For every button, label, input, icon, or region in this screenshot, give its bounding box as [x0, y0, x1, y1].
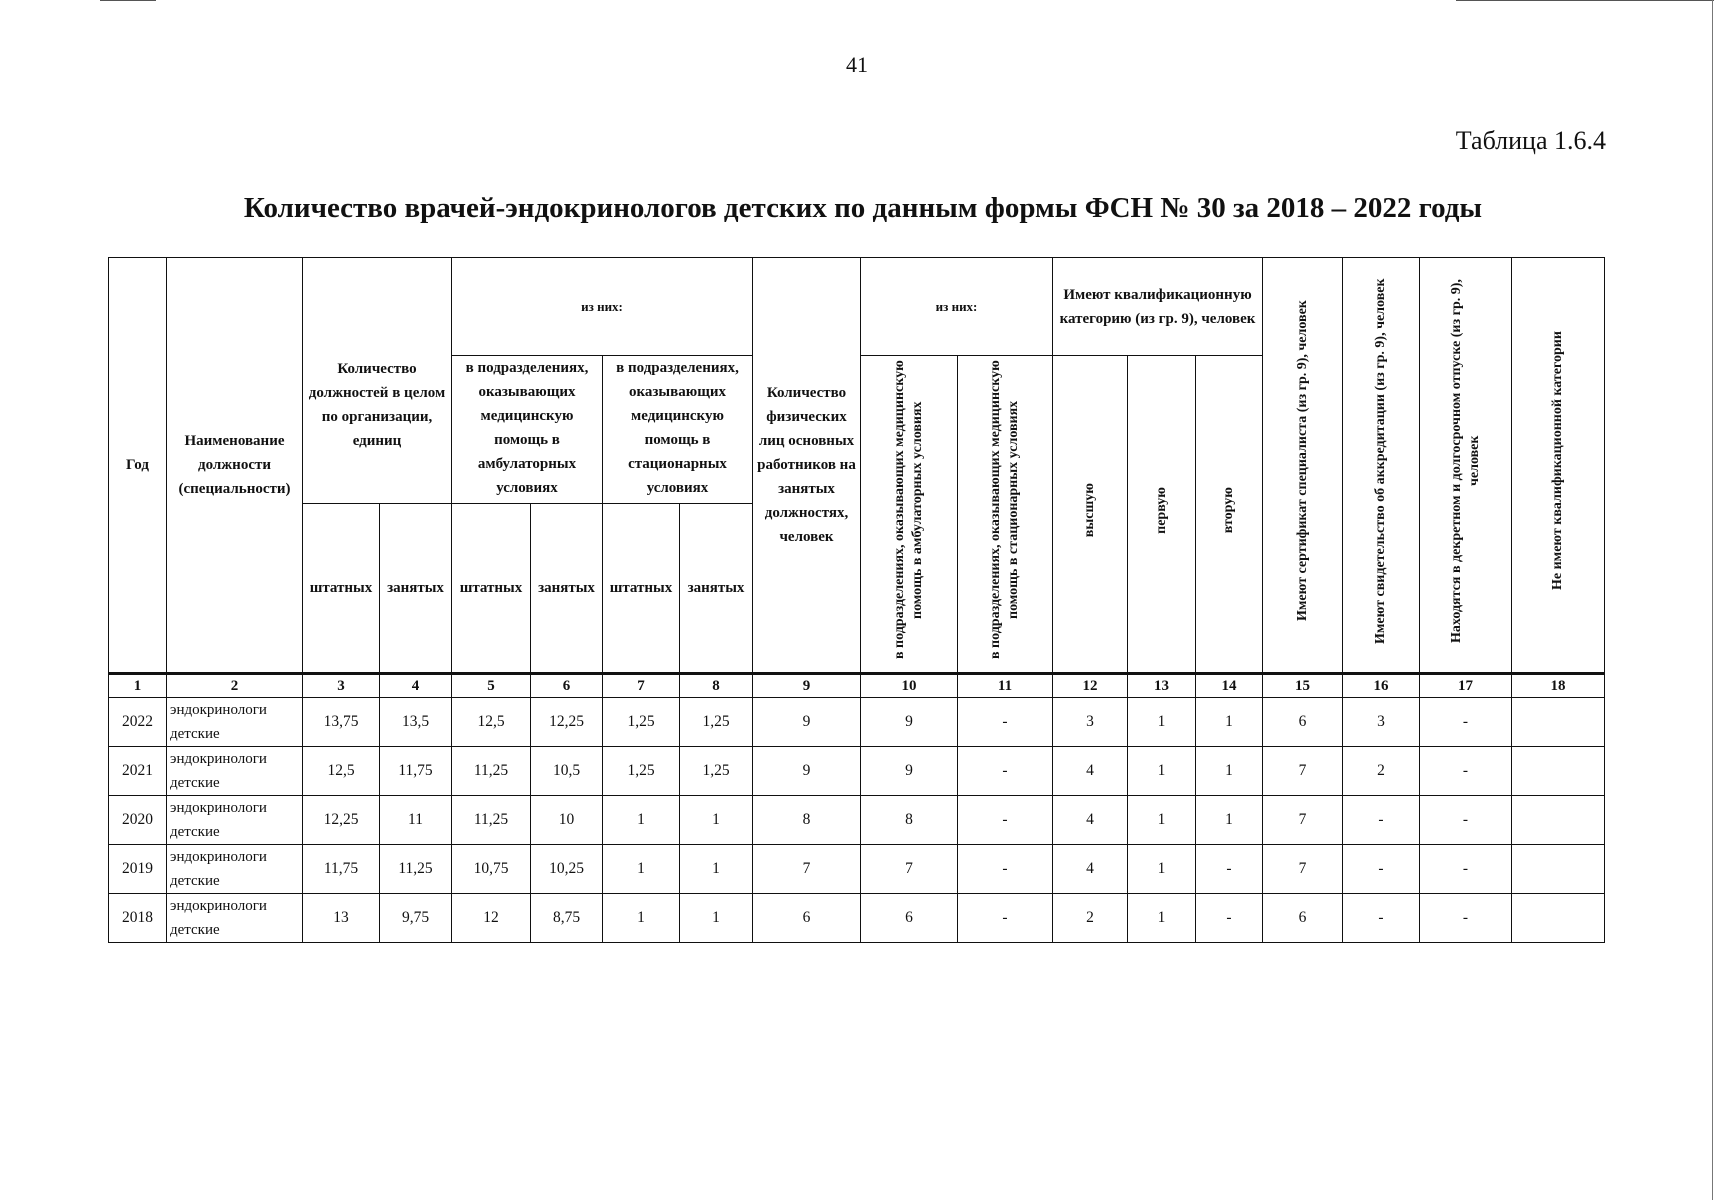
column-number: 9 — [753, 674, 861, 698]
value-cell: 9 — [753, 698, 861, 747]
header-ind-outpatient-text: в подразделениях, оказывающих медицинскую помощь в амбулаторных условиях — [892, 360, 925, 660]
scan-line-top-right — [1456, 0, 1714, 1]
value-cell: 11,25 — [452, 796, 531, 845]
header-no-category — [1512, 258, 1605, 674]
value-cell: 1 — [1128, 747, 1196, 796]
value-cell: 1 — [1128, 894, 1196, 943]
value-cell: 12,5 — [452, 698, 531, 747]
value-cell: 1,25 — [603, 747, 680, 796]
value-cell: 7 — [1263, 845, 1343, 894]
value-cell — [1512, 845, 1605, 894]
header-highest-text: высшую — [1082, 482, 1097, 538]
value-cell: 11,75 — [303, 845, 380, 894]
value-cell: 7 — [753, 845, 861, 894]
column-number: 5 — [452, 674, 531, 698]
value-cell: 4 — [1053, 747, 1128, 796]
value-cell: 6 — [1263, 894, 1343, 943]
value-cell: 1 — [603, 894, 680, 943]
value-cell: - — [1343, 845, 1420, 894]
value-cell: 12 — [452, 894, 531, 943]
column-number: 17 — [1420, 674, 1512, 698]
value-cell: - — [958, 845, 1053, 894]
position-cell: эндокринологи детские — [167, 747, 303, 796]
value-cell: - — [1420, 894, 1512, 943]
column-numbers-row — [109, 674, 1605, 698]
position-cell: эндокринологи детские — [167, 796, 303, 845]
value-cell: 1 — [680, 894, 753, 943]
header-accreditation — [1343, 258, 1420, 674]
value-cell: 1 — [1196, 747, 1263, 796]
value-cell: 10,75 — [452, 845, 531, 894]
value-cell: 10,5 — [531, 747, 603, 796]
value-cell: - — [1420, 796, 1512, 845]
value-cell: - — [958, 796, 1053, 845]
value-cell: 13,75 — [303, 698, 380, 747]
value-cell: 12,25 — [531, 698, 603, 747]
value-cell: 3 — [1053, 698, 1128, 747]
header-inpatient — [603, 356, 753, 504]
value-cell: - — [958, 894, 1053, 943]
header-occupied-outpatient: занятых — [531, 504, 603, 674]
value-cell: 3 — [1343, 698, 1420, 747]
value-cell: 6 — [753, 894, 861, 943]
value-cell — [1512, 698, 1605, 747]
header-staff-total: штатных — [303, 504, 380, 674]
column-number: 14 — [1196, 674, 1263, 698]
value-cell: 4 — [1053, 845, 1128, 894]
value-cell: 9 — [861, 698, 958, 747]
header-of-them-right: из них: — [861, 258, 1053, 356]
header-outpatient-text: в подразделениях, оказывающих медицинскую помощь в амбулаторных условиях — [465, 360, 589, 496]
value-cell: 13 — [303, 894, 380, 943]
value-cell: - — [1196, 845, 1263, 894]
column-number: 12 — [1053, 674, 1128, 698]
value-cell: 6 — [1263, 698, 1343, 747]
page-number: 41 — [846, 52, 868, 77]
value-cell: 11,25 — [380, 845, 452, 894]
table-row — [109, 845, 1605, 894]
value-cell: 1 — [680, 796, 753, 845]
column-number: 2 — [167, 674, 303, 698]
document-title: Количество врачей-эндокринологов детских по данным формы ФСН № 30 за 2018 – 2022 годы — [243, 192, 1483, 224]
value-cell: 1,25 — [680, 747, 753, 796]
value-cell: - — [1196, 894, 1263, 943]
header-positions-total: Количество должностей в целом по организации, единиц — [303, 258, 452, 504]
value-cell: 1,25 — [680, 698, 753, 747]
position-cell: эндокринологи детские — [167, 698, 303, 747]
value-cell: 1 — [1128, 796, 1196, 845]
header-staff-inpatient: штатных — [603, 504, 680, 674]
value-cell: - — [958, 747, 1053, 796]
position-cell: эндокринологи детские — [167, 894, 303, 943]
column-number: 6 — [531, 674, 603, 698]
year-cell: 2021 — [109, 747, 167, 796]
scan-line-top-left — [100, 0, 156, 1]
header-ind-inpatient-text: в подразделениях, оказывающих медицинскую помощь в стационарных условиях — [988, 360, 1021, 660]
header-first — [1128, 356, 1196, 674]
value-cell: 4 — [1053, 796, 1128, 845]
column-number: 11 — [958, 674, 1053, 698]
header-accreditation-text: Имеют свидетельство об аккредитации (из гр. 9), человек — [1373, 278, 1388, 644]
table-row — [109, 747, 1605, 796]
header-no-category-text: Не имеют квалификационной категории — [1550, 331, 1565, 591]
value-cell: 10 — [531, 796, 603, 845]
value-cell: 9,75 — [380, 894, 452, 943]
header-position: Наименование должности (специальности) — [167, 258, 303, 674]
value-cell: 8,75 — [531, 894, 603, 943]
value-cell: 13,5 — [380, 698, 452, 747]
value-cell: 1 — [1196, 796, 1263, 845]
header-second — [1196, 356, 1263, 674]
value-cell: 12,5 — [303, 747, 380, 796]
value-cell — [1512, 894, 1605, 943]
column-number: 18 — [1512, 674, 1605, 698]
value-cell: 7 — [1263, 747, 1343, 796]
scan-edge-right — [1712, 0, 1713, 1200]
header-certificate-text: Имеют сертификат специалиста (из гр. 9), человек — [1294, 300, 1310, 622]
value-cell: - — [1420, 747, 1512, 796]
value-cell: 1,25 — [603, 698, 680, 747]
value-cell: 6 — [861, 894, 958, 943]
value-cell: 1 — [1128, 698, 1196, 747]
value-cell: 9 — [753, 747, 861, 796]
header-first-text: первую — [1153, 486, 1169, 534]
column-number: 15 — [1263, 674, 1343, 698]
column-number: 3 — [303, 674, 380, 698]
value-cell: 1 — [1128, 845, 1196, 894]
value-cell: 1 — [603, 796, 680, 845]
header-leave — [1420, 258, 1512, 674]
header-ind-outpatient — [861, 356, 958, 674]
header-second-text: вторую — [1221, 486, 1236, 534]
value-cell: 10,25 — [531, 845, 603, 894]
value-cell — [1512, 747, 1605, 796]
position-cell: эндокринологи детские — [167, 845, 303, 894]
column-number: 16 — [1343, 674, 1420, 698]
header-outpatient — [452, 356, 603, 504]
value-cell: 9 — [861, 747, 958, 796]
column-number: 10 — [861, 674, 958, 698]
value-cell: 7 — [1263, 796, 1343, 845]
year-cell: 2019 — [109, 845, 167, 894]
header-occupied-inpatient: занятых — [680, 504, 753, 674]
column-number: 13 — [1128, 674, 1196, 698]
table-row — [109, 894, 1605, 943]
header-inpatient-text: в подразделениях, оказывающих медицинскую помощь в стационарных условиях — [616, 360, 739, 496]
value-cell: - — [1420, 698, 1512, 747]
value-cell: 8 — [753, 796, 861, 845]
value-cell: 7 — [861, 845, 958, 894]
column-number: 7 — [603, 674, 680, 698]
column-number: 1 — [109, 674, 167, 698]
value-cell: 2 — [1053, 894, 1128, 943]
value-cell: - — [958, 698, 1053, 747]
value-cell: 11,25 — [452, 747, 531, 796]
header-certificate — [1263, 258, 1343, 674]
value-cell: - — [1343, 894, 1420, 943]
header-leave-text: Находятся в декретном и долгосрочном отпуске (из гр. 9), человек — [1448, 279, 1482, 643]
value-cell: 8 — [861, 796, 958, 845]
header-staff-outpatient: штатных — [452, 504, 531, 674]
header-ind-inpatient — [958, 356, 1053, 674]
table-row — [109, 796, 1605, 845]
value-cell: - — [1420, 845, 1512, 894]
table-id: Таблица 1.6.4 — [1455, 126, 1606, 155]
table-row — [109, 698, 1605, 747]
column-number: 4 — [380, 674, 452, 698]
column-number: 8 — [680, 674, 753, 698]
header-year: Год — [109, 258, 167, 674]
value-cell: 11,75 — [380, 747, 452, 796]
year-cell: 2022 — [109, 698, 167, 747]
value-cell: 12,25 — [303, 796, 380, 845]
year-cell: 2020 — [109, 796, 167, 845]
value-cell: 1 — [603, 845, 680, 894]
value-cell: 1 — [680, 845, 753, 894]
data-table — [108, 257, 1605, 943]
header-occupied-total: занятых — [380, 504, 452, 674]
value-cell — [1512, 796, 1605, 845]
data-rows — [109, 698, 1605, 943]
header-of-them-left: из них: — [452, 258, 753, 356]
value-cell: - — [1343, 796, 1420, 845]
value-cell: 2 — [1343, 747, 1420, 796]
table-header — [109, 258, 1605, 674]
header-highest — [1053, 356, 1128, 674]
value-cell: 11 — [380, 796, 452, 845]
header-individuals: Количество физических лиц основных работников на занятых должностях, человек — [753, 258, 861, 674]
year-cell: 2018 — [109, 894, 167, 943]
value-cell: 1 — [1196, 698, 1263, 747]
header-qual-category: Имеют квалификационную категорию (из гр. 9), человек — [1053, 258, 1263, 356]
